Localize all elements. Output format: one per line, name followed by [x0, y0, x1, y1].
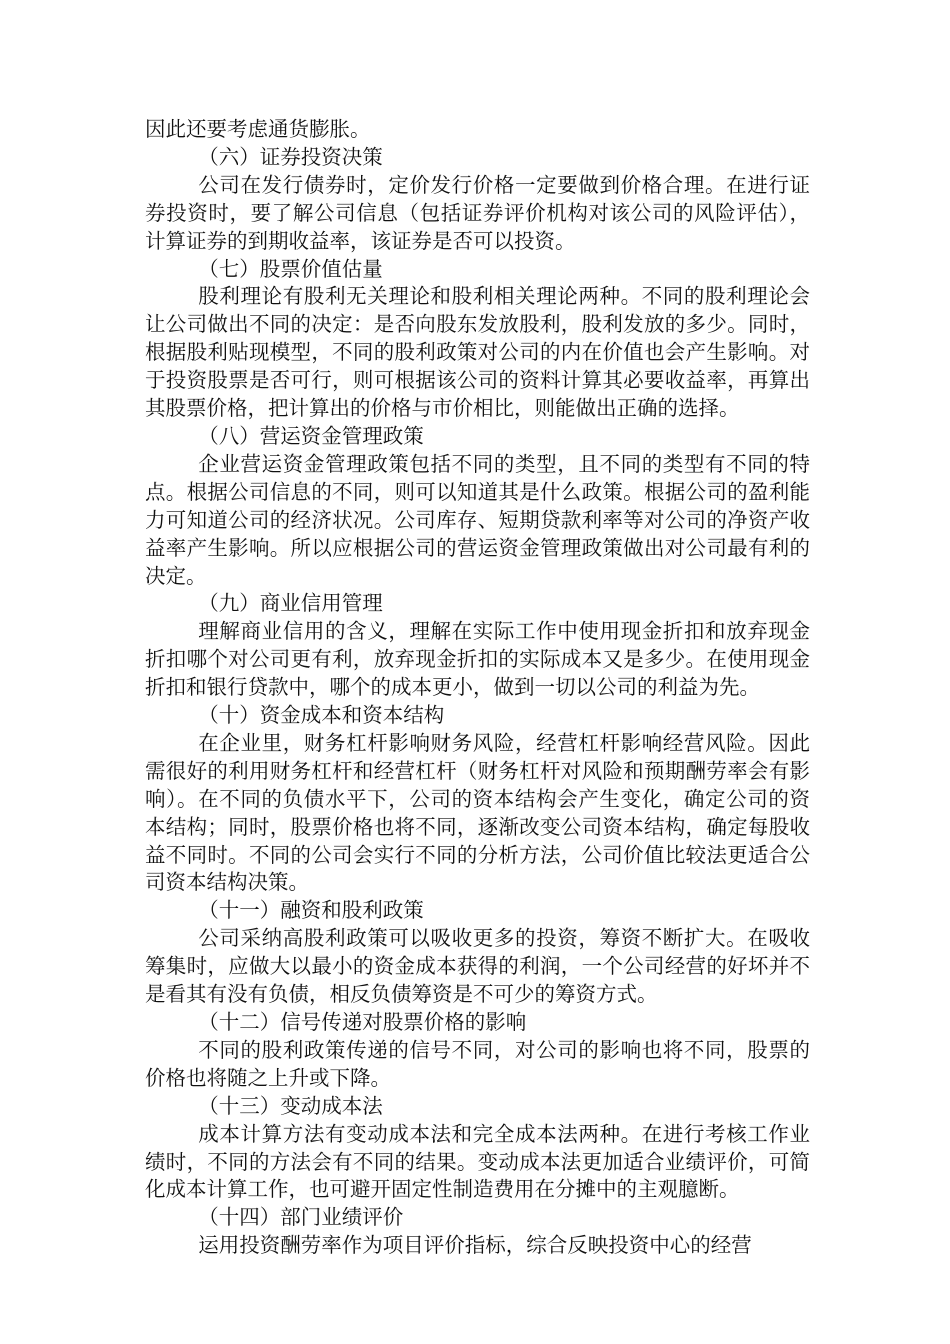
- paragraph: 公司在发行债券时，定价发行价格一定要做到价格合理。在进行证券投资时，要了解公司信息（包括证券评价机构对该公司的风险评估），计算证券的到期收益率，该证券是否可以投资。: [145, 172, 810, 253]
- paragraph: 股利理论有股利无关理论和股利相关理论两种。不同的股利理论会让公司做出不同的决定：是否向股东发放股利，股利发放的多少。同时，根据股利贴现模型，不同的股利政策对公司的内在价值也会产生影响。对于投资股票是否可行，则可根据该公司的资料计算其必要收益率，再算出其股票价格，把计算出的价格与市价相比，则能做出正确的选择。: [145, 284, 810, 421]
- paragraph: 运用投资酬劳率作为项目评价指标，综合反映投资中心的经营: [198, 1233, 752, 1258]
- paragraph: 企业营运资金管理政策包括不同的类型，且不同的类型有不同的特点。根据公司信息的不同，则可以知道其是什么政策。根据公司的盈利能力可知道公司的经济状况。公司库存、短期贷款利率等对公司的净资产收益率产生影响。所以应根据公司的营运资金管理政策做出对公司最有利的决定。: [145, 451, 810, 588]
- paragraph: 成本计算方法有变动成本法和完全成本法两种。在进行考核工作业绩时，不同的方法会有不同的结果。变动成本法更加适合业绩评价，可简化成本计算工作，也可避开固定性制造费用在分摊中的主观臆断。: [145, 1121, 810, 1202]
- section-heading-9: （九）商业信用管理: [198, 591, 383, 616]
- section-heading-13: （十三）变动成本法: [198, 1093, 383, 1118]
- section-heading-7: （七）股票价值估量: [198, 256, 383, 281]
- section-heading-6: （六）证券投资决策: [198, 144, 383, 169]
- paragraph: 在企业里，财务杠杆影响财务风险，经营杠杆影响经营风险。因此需很好的利用财务杠杆和经营杠杆（财务杠杆对风险和预期酬劳率会有影响）。在不同的负债水平下，公司的资本结构会产生变化，确定公司的资本结构；同时，股票价格也将不同，逐渐改变公司资本结构，确定每股收益不同时。不同的公司会实行不同的分析方法，公司价值比较法更适合公司资本结构决策。: [145, 730, 810, 895]
- paragraph: 不同的股利政策传递的信号不同，对公司的影响也将不同，股票的价格也将随之上升或下降。: [145, 1037, 810, 1090]
- section-heading-8: （八）营运资金管理政策: [198, 423, 424, 448]
- section-heading-10: （十）资金成本和资本结构: [198, 703, 445, 728]
- section-heading-11: （十一）融资和股利政策: [198, 898, 424, 923]
- section-heading-14: （十四）部门业绩评价: [198, 1205, 404, 1230]
- paragraph-continued: 因此还要考虑通货膨胀。: [145, 117, 371, 141]
- paragraph: 理解商业信用的含义，理解在实际工作中使用现金折扣和放弃现金折扣哪个对公司更有利，放弃现金折扣的实际成本又是多少。在使用现金折扣和银行贷款中，哪个的成本更小，做到一切以公司的利益为先。: [145, 619, 810, 700]
- section-heading-12: （十二）信号传递对股票价格的影响: [198, 1010, 527, 1034]
- document-body: [145, 116, 810, 1260]
- paragraph: 公司采纳高股利政策可以吸收更多的投资，筹资不断扩大。在吸收筹集时，应做大以最小的资金成本获得的利润，一个公司经营的好坏并不是看其有没有负债，相反负债筹资是不可少的筹资方式。: [145, 926, 810, 1007]
